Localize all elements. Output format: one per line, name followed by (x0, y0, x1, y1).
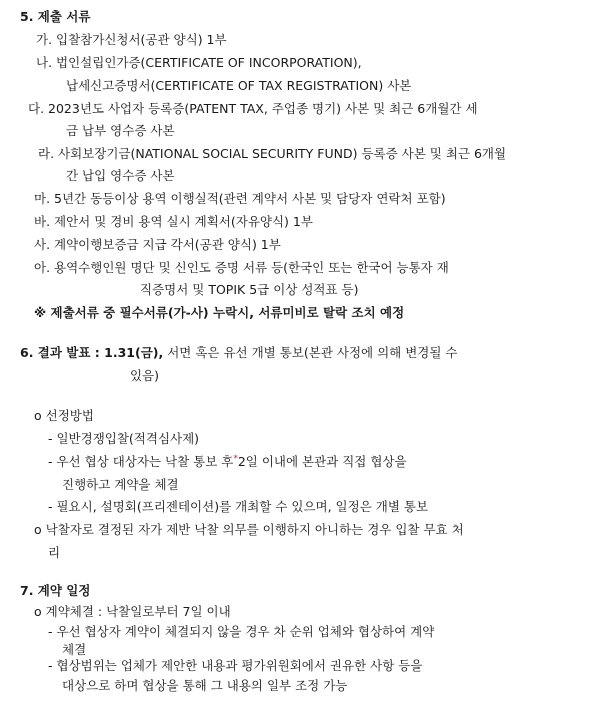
s5-item-ga: 가. 입찰참가신청서(공관 양식) 1부 (36, 32, 227, 47)
method-item-2-pre: - 우선 협상 대상자는 낙찰 통보 후 (48, 454, 234, 469)
section-6-title-label: 6. 결과 발표 : 1.31(금), (20, 345, 164, 360)
section-6-title (20, 345, 457, 361)
s5-item-ra-cont: 간 납입 영수증 사본 (66, 168, 175, 183)
section-7-title: 7. 계약 일정 (20, 583, 91, 598)
s5-item-na-cont: 납세신고증명서(CERTIFICATE OF TAX REGISTRATION) 사본 (66, 78, 412, 93)
contract-item-1: o 계약체결 : 낙찰일로부터 7일 이내 (34, 604, 231, 619)
method-item-4-cont: 리 (48, 545, 61, 560)
method-item-2-post: 2일 이내에 본관과 직접 협상을 (237, 454, 407, 469)
contract-item-2-cont: 체결 (62, 642, 87, 657)
selection-method-heading: o 선정방법 (34, 408, 94, 423)
footnote-mark: * (233, 454, 238, 464)
s5-item-sa: 사. 계약이행보증금 지급 각서(공관 양식) 1부 (34, 237, 281, 252)
section-6-title-cont: 있음) (130, 368, 160, 383)
s5-item-ma: 마. 5년간 동등이상 용역 이행실적(관련 계약서 사본 및 담당자 연락처 포함) (34, 191, 446, 206)
s5-item-ba: 바. 제안서 및 경비 용역 실시 계획서(자유양식) 1부 (34, 214, 313, 229)
method-item-2-cont: 진행하고 계약을 체결 (62, 477, 179, 492)
s5-item-na: 나. 법인설립인가증(CERTIFICATE OF INCORPORATION), (36, 55, 362, 70)
method-item-1: - 일반경쟁입찰(적격심사제) (48, 431, 200, 446)
s5-item-da: 다. 2023년도 사업자 등록증(PATENT TAX, 주업종 명기) 사본 및 최근 6개월간 세 (28, 101, 478, 116)
section-5-title: 5. 제출 서류 (20, 9, 91, 24)
s5-note: ※ 제출서류 중 필수서류(가-사) 누락시, 서류미비로 탈락 조치 예정 (34, 305, 405, 320)
contract-item-3: - 협상범위는 업체가 제안한 내용과 평가위원회에서 권유한 사항 등을 (48, 658, 423, 673)
method-item-2 (48, 454, 407, 472)
method-item-4: o 낙찰자로 결정된 자가 제반 낙찰 의무를 이행하지 아니하는 경우 입찰 무효 처 (34, 522, 464, 537)
s5-item-a: 아. 용역수행인원 명단 및 신인도 증명 서류 등(한국인 또는 한국어 능통자 재 (34, 260, 449, 275)
method-item-3: - 필요시, 설명회(프리젠테이션)를 개최할 수 있으며, 일정은 개별 통보 (48, 499, 429, 514)
section-6-title-text: 서면 혹은 유선 개별 통보(본관 사정에 의해 변경될 수 (163, 345, 458, 360)
contract-item-3-cont: 대상으로 하며 협상을 통해 그 내용의 일부 조정 가능 (62, 678, 348, 693)
s5-item-da-cont: 금 납부 영수증 사본 (66, 123, 175, 138)
contract-item-2: - 우선 협상자 계약이 체결되지 않을 경우 차 순위 업체와 협상하여 계약 (48, 624, 435, 639)
s5-item-ra: 라. 사회보장기금(NATIONAL SOCIAL SECURITY FUND) 등록증 사본 및 최근 6개월 (38, 146, 507, 161)
s5-item-a-cont: 직증명서 및 TOPIK 5급 이상 성적표 등) (140, 282, 359, 297)
